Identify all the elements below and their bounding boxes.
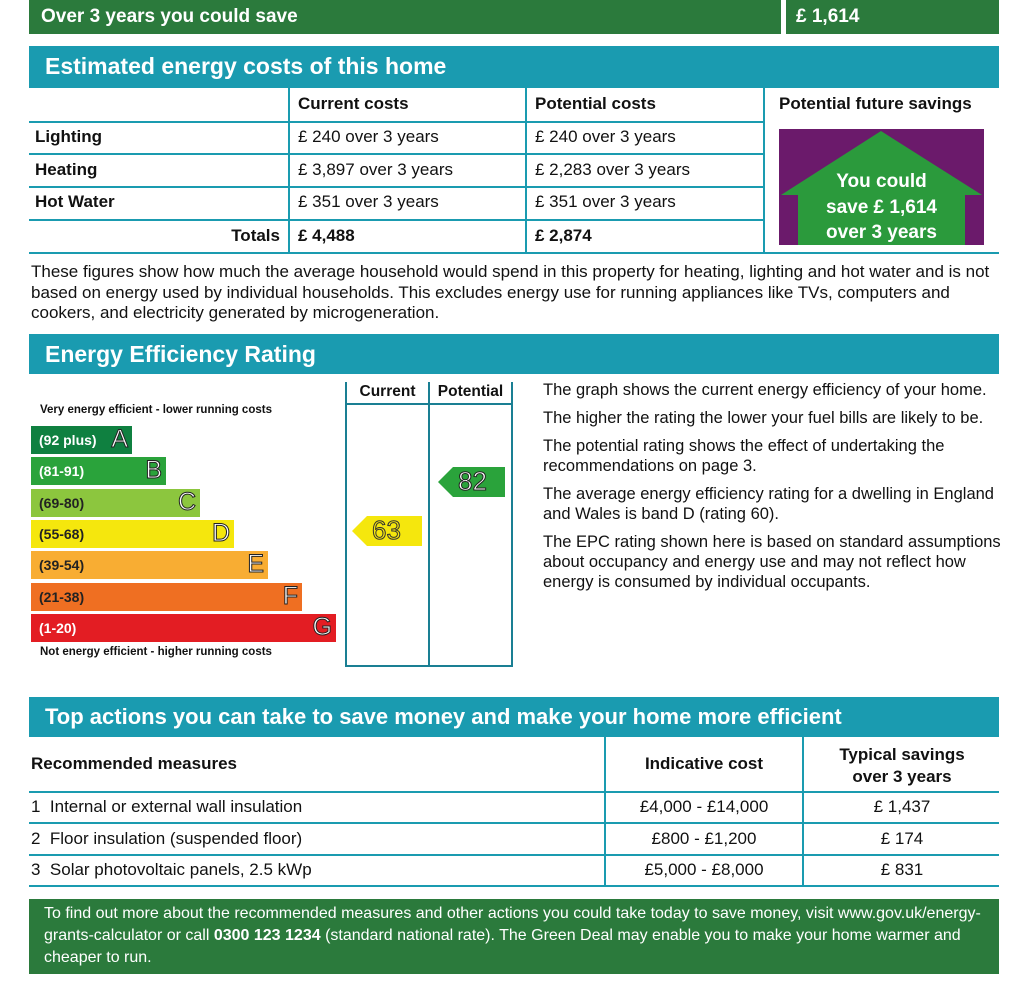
bottom-efficiency-label: Not energy efficient - higher running costs — [40, 646, 272, 658]
band-a-range: (92 plus) — [39, 432, 97, 448]
rating-paragraph-2: The higher the rating the lower your fuel bills are likely to be. — [543, 409, 984, 427]
row-lighting-current: £ 240 over 3 years — [298, 127, 439, 146]
rating-paragraph-4: The average energy efficiency rating for a dwelling in England and Wales is band D (rating 60). — [543, 485, 994, 523]
footer-info — [29, 899, 999, 974]
measure-1-savings: £ 1,437 — [873, 797, 931, 816]
band-g-letter: G — [312, 613, 332, 641]
totals-current: £ 4,488 — [298, 226, 355, 245]
row-heating-current: £ 3,897 over 3 years — [298, 160, 453, 179]
row-hotwater-label: Hot Water — [35, 192, 115, 211]
measure-1-cost: £4,000 - £14,000 — [639, 797, 769, 816]
measure-3: 3 Solar photovoltaic panels, 2.5 kWp — [31, 860, 312, 879]
rating-description — [543, 380, 1003, 600]
band-b — [31, 457, 166, 485]
measure-2: 2 Floor insulation (suspended floor) — [31, 829, 303, 848]
measure-3-savings: £ 831 — [880, 860, 924, 879]
measure-2-cost: £800 - £1,200 — [651, 829, 757, 848]
band-f-range: (21-38) — [39, 589, 85, 605]
rating-paragraph-5: The EPC rating shown here is based on standard assumptions about occupancy and energy use and may not reflect how energy is consumed by individual occupants. — [543, 533, 1001, 591]
header-potential-savings: Potential future savings — [779, 94, 972, 113]
savings-house-graphic — [779, 129, 984, 245]
band-e-range: (39-54) — [39, 557, 85, 573]
totals-label: Totals — [231, 226, 280, 245]
costs-note: These figures show how much the average household would spend in this property for heating, lighting and hot water and is not based on energy used by individual households. This excludes energy use for running appliances like TVs, computers and cookers, and electricity generated by microgeneration. — [31, 262, 990, 322]
row-heating-label: Heating — [35, 160, 98, 179]
measure-3-cost: £5,000 - £8,000 — [644, 860, 764, 879]
savings-line-2: save £ 1,614 — [826, 196, 937, 218]
column-current: Current — [359, 383, 416, 400]
band-g-range: (1-20) — [39, 620, 77, 636]
row-hotwater-potential: £ 351 over 3 years — [535, 192, 676, 211]
row-heating-potential: £ 2,283 over 3 years — [535, 160, 690, 179]
band-g — [31, 614, 336, 642]
band-e — [31, 551, 268, 579]
band-f-letter: F — [282, 582, 298, 610]
footer-text-2: (standard national rate). The Green Deal may enable you to make your home warmer and cheaper to run. — [44, 927, 961, 966]
header-current-costs: Current costs — [298, 94, 409, 113]
header-typical-savings-line2: over 3 years — [852, 767, 952, 786]
band-b-letter: B — [145, 456, 162, 484]
band-d-range: (55-68) — [39, 526, 85, 542]
potential-rating-value: 82 — [458, 466, 487, 496]
measure-1: 1 Internal or external wall insulation — [31, 797, 303, 816]
footer-phone: 0300 123 1234 — [213, 927, 321, 944]
savings-line-3: over 3 years — [826, 222, 937, 243]
header-recommended-measures: Recommended measures — [31, 754, 237, 773]
current-rating-value: 63 — [372, 515, 401, 545]
column-potential: Potential — [437, 383, 504, 400]
header-typical-savings-line1: Typical savings — [839, 745, 965, 764]
band-a — [31, 426, 132, 454]
rating-paragraph-3: The potential rating shows the effect of undertaking the recommendations on page 3. — [543, 437, 945, 475]
band-b-range: (81-91) — [39, 463, 85, 479]
header-potential-costs: Potential costs — [535, 94, 656, 113]
savings-banner-label: Over 3 years you could save — [41, 6, 298, 27]
savings-value-text: £ 1,614 — [796, 6, 860, 27]
band-a-letter: A — [111, 425, 128, 453]
header-indicative-cost: Indicative cost — [644, 754, 764, 773]
band-d-letter: D — [211, 519, 230, 547]
measure-2-savings: £ 174 — [880, 829, 924, 848]
band-c — [31, 489, 200, 517]
potential-rating-arrow — [438, 467, 505, 497]
band-e-letter: E — [247, 550, 264, 578]
band-c-letter: C — [177, 488, 196, 516]
band-d — [31, 520, 234, 548]
row-lighting-label: Lighting — [35, 127, 103, 146]
costs-heading: Estimated energy costs of this home — [29, 46, 999, 86]
footer-text-1: To find out more about the recommended measures and other actions you could take today to save money, visit www.gov.uk/energy-grants-calculator or call — [44, 905, 981, 944]
band-f — [31, 583, 302, 611]
savings-banner — [29, 0, 781, 34]
header-typical-savings — [804, 744, 1000, 788]
totals-potential: £ 2,874 — [535, 226, 592, 245]
row-hotwater-current: £ 351 over 3 years — [298, 192, 439, 211]
savings-line-1: You could — [836, 171, 927, 192]
row-lighting-potential: £ 240 over 3 years — [535, 127, 676, 146]
savings-banner-value — [786, 0, 999, 34]
band-c-range: (69-80) — [39, 495, 85, 511]
rating-heading: Energy Efficiency Rating — [29, 334, 999, 374]
current-rating-arrow — [352, 516, 422, 546]
top-efficiency-label: Very energy efficient - lower running costs — [40, 404, 272, 416]
actions-heading: Top actions you can take to save money and make your home more efficient — [29, 697, 999, 737]
rating-paragraph-1: The graph shows the current energy efficiency of your home. — [543, 381, 987, 399]
